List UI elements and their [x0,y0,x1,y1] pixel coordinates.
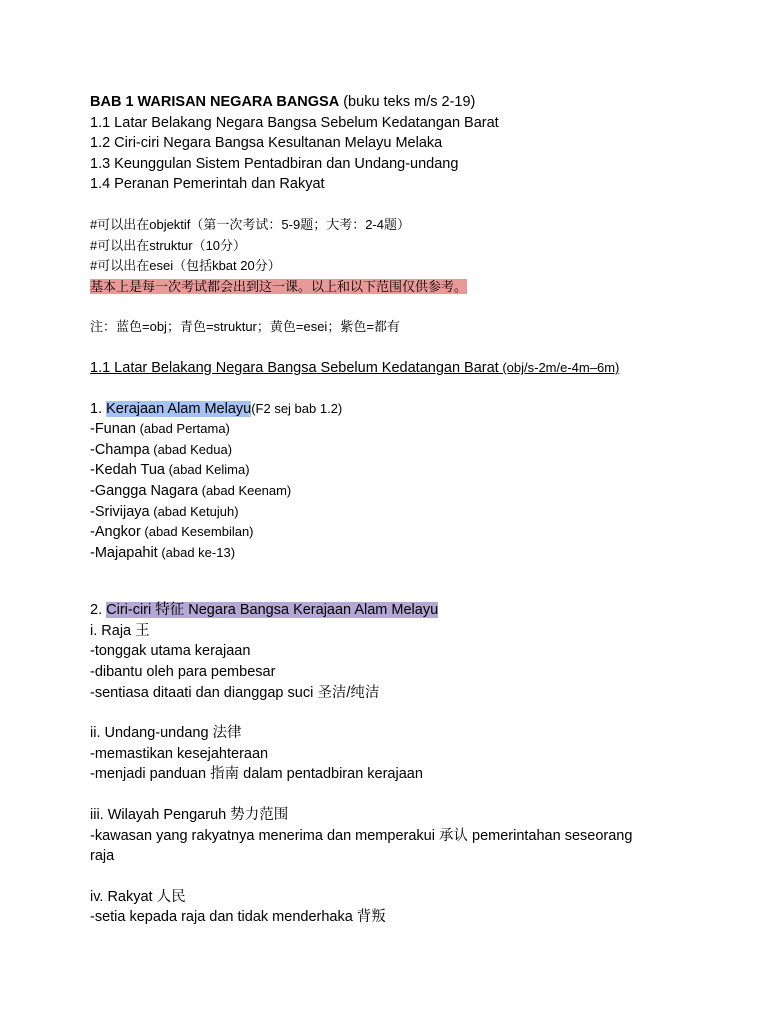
ciri-point: -menjadi panduan 指南 dalam pentadbiran kerajaan [90,766,423,783]
section-heading [90,358,690,379]
topic-item: 1.1 Latar Belakang Negara Bangsa Sebelum Kedatangan Barat [90,114,499,131]
section-heading-main: 1.1 Latar Belakang Negara Bangsa Sebelum Kedatangan Barat [90,359,499,376]
document-page [90,92,690,928]
kingdom-name: -Kedah Tua [90,462,165,479]
spacer [90,379,690,399]
ciri-title: Ciri-ciri 特征 Negara Bangsa Kerajaan Alam Melayu [106,602,439,619]
kerajaan-heading [90,399,690,420]
chapter-title-bold: BAB 1 WARISAN NEGARA BANGSA [90,94,340,110]
ciri-number: 2. [90,602,107,619]
spacer [90,195,690,215]
kingdom-era: (abad ke-13) [157,544,236,560]
kingdom-item [90,543,690,564]
spacer [90,338,690,358]
highlight-note-text: 基本上是每一次考试都会出到这一课。以上和以下范围仅供参考。 [90,278,468,294]
kingdom-item [90,460,690,481]
kingdom-name: -Funan [90,421,136,438]
kingdom-name: -Champa [90,441,150,458]
ciri-point: -kawasan yang rakyatnya menerima dan memperakui 承认 pemerintahan seseorang raja [90,827,633,865]
topic-item: 1.3 Keunggulan Sistem Pentadbiran dan Undang-undang [90,155,459,172]
spacer [90,563,690,600]
kerajaan-number: 1. [90,400,107,417]
chapter-title [90,92,690,113]
spacer [90,785,690,805]
kingdom-era: (abad Kedua) [149,441,233,457]
highlight-note [90,277,690,298]
ciri-point: -sentiasa ditaati dan dianggap suci 圣洁/纯洁 [90,684,380,701]
ciri-heading [90,600,690,621]
ciri-point: -memastikan kesejahteraan [90,745,269,762]
kerajaan-title: Kerajaan Alam Melayu [106,400,252,417]
kingdom-era: (abad Keenam) [198,482,292,498]
ciri-group-heading: iii. Wilayah Pengaruh 势力范围 [90,807,289,824]
kingdom-era: (abad Kelima) [164,462,250,478]
kingdom-item [90,481,690,502]
kingdom-item [90,419,690,440]
spacer [90,703,690,723]
exam-note: #可以出在objektif（第一次考试：5-9题；大考：2-4题） [90,216,410,232]
kingdom-item [90,502,690,523]
topic-item: 1.4 Peranan Pemerintah dan Rakyat [90,176,325,193]
spacer [90,867,690,887]
spacer [90,297,690,317]
section-heading-suffix: (obj/s-2m/e-4m–6m) [498,359,620,375]
ciri-point: -dibantu oleh para pembesar [90,664,276,681]
ciri-point: -tonggak utama kerajaan [90,643,251,660]
kingdom-era: (abad Kesembilan) [140,524,254,540]
kerajaan-note: (F2 sej bab 1.2) [251,400,343,416]
color-legend: 注：蓝色=obj；青色=struktur；黄色=esei；紫色=都有 [90,319,400,335]
topic-item: 1.2 Ciri-ciri Negara Bangsa Kesultanan Melayu Melaka [90,135,443,152]
kingdom-name: -Srivijaya [90,503,150,520]
ciri-point: -setia kepada raja dan tidak menderhaka 背叛 [90,909,386,926]
ciri-group-heading: ii. Undang-undang 法律 [90,725,242,742]
exam-note: #可以出在struktur（10分） [90,237,247,253]
chapter-title-rest: (buku teks m/s 2-19) [339,94,476,110]
kingdom-name: -Gangga Nagara [90,482,199,499]
kingdom-name: -Majapahit [90,544,158,561]
ciri-group-heading: i. Raja 王 [90,622,150,639]
kingdom-era: (abad Ketujuh) [149,503,239,519]
ciri-group-heading: iv. Rakyat 人民 [90,888,186,905]
kingdom-name: -Angkor [90,524,141,541]
kingdom-item [90,522,690,543]
kingdom-item [90,440,690,461]
kingdom-era: (abad Pertama) [135,421,230,437]
exam-note: #可以出在esei（包括kbat 20分） [90,258,281,274]
